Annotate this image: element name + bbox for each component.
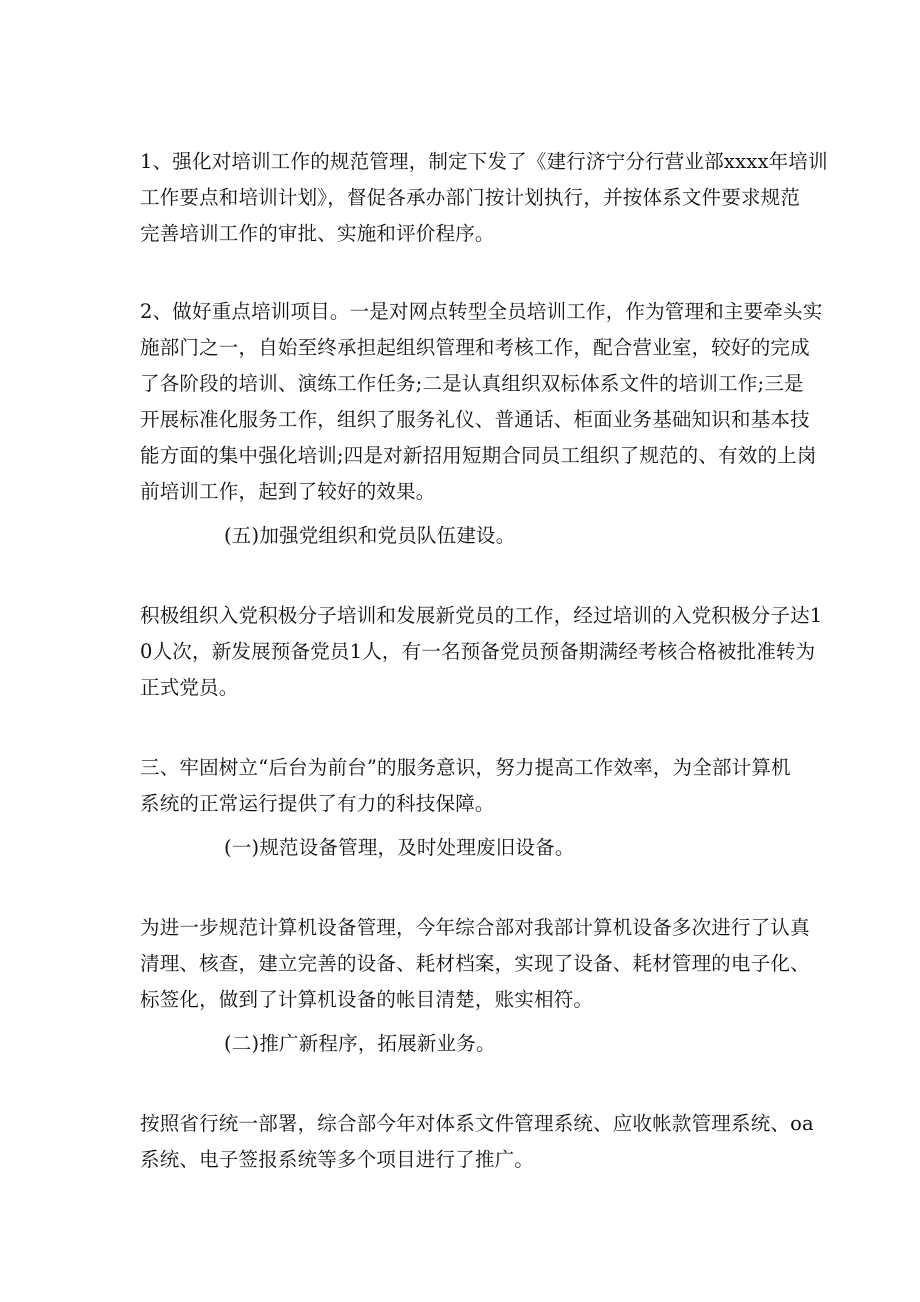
text-line: 为进一步规范计算机设备管理，今年综合部对我部计算机设备多次进行了认真 bbox=[140, 916, 810, 939]
text-line: 三、牢固树立“后台为前台”的服务意识，努力提高工作效率，为全部计算机 bbox=[140, 756, 791, 779]
text-line: 开展标准化服务工作，组织了服务礼仪、普通话、柜面业务基础知识和基本技 bbox=[140, 408, 810, 431]
subheading-party-building: (五)加强党组织和党员队伍建设。 bbox=[224, 524, 516, 547]
text-line: 施部门之一，自始至终承担起组织管理和考核工作，配合营业室，较好的完成 bbox=[140, 336, 810, 359]
text-line: 系统、电子签报系统等多个项目进行了推广。 bbox=[140, 1148, 535, 1171]
subheading-new-programs: (二)推广新程序，拓展新业务。 bbox=[224, 1032, 496, 1055]
text-line: 清理、核查，建立完善的设备、耗材档案，实现了设备、耗材管理的电子化、 bbox=[140, 952, 810, 975]
text-line: 积极组织入党积极分子培训和发展新党员的工作，经过培训的入党积极分子达1 bbox=[140, 604, 823, 627]
text-line: 前培训工作，起到了较好的效果。 bbox=[140, 480, 436, 503]
text-line: 1、强化对培训工作的规范管理，制定下发了《建行济宁分行营业部xxxx年培训 bbox=[140, 150, 828, 173]
text-line: 了各阶段的培训、演练工作任务;二是认真组织双标体系文件的培训工作;三是 bbox=[140, 372, 804, 395]
text-line: 工作要点和培训计划》，督促各承办部门按计划执行，并按体系文件要求规范 bbox=[140, 186, 801, 209]
text-line: 按照省行统一部署，综合部今年对体系文件管理系统、应收帐款管理系统、oa bbox=[140, 1112, 814, 1135]
text-line: 正式党员。 bbox=[140, 676, 239, 699]
text-line: 标签化，做到了计算机设备的帐目清楚，账实相符。 bbox=[140, 988, 594, 1011]
text-line: 系统的正常运行提供了有力的科技保障。 bbox=[140, 792, 495, 815]
text-line: 0人次，新发展预备党员1人，有一名预备党员预备期满经考核合格被批准转为 bbox=[140, 640, 816, 663]
text-line: 能方面的集中强化培训;四是对新招用短期合同员工组织了规范的、有效的上岗 bbox=[140, 444, 817, 467]
text-line: 2、做好重点培训项目。一是对网点转型全员培训工作，作为管理和主要牵头实 bbox=[140, 300, 823, 323]
text-line: 完善培训工作的审批、实施和评价程序。 bbox=[140, 222, 495, 245]
subheading-equipment-management: (一)规范设备管理，及时处理废旧设备。 bbox=[224, 836, 575, 859]
